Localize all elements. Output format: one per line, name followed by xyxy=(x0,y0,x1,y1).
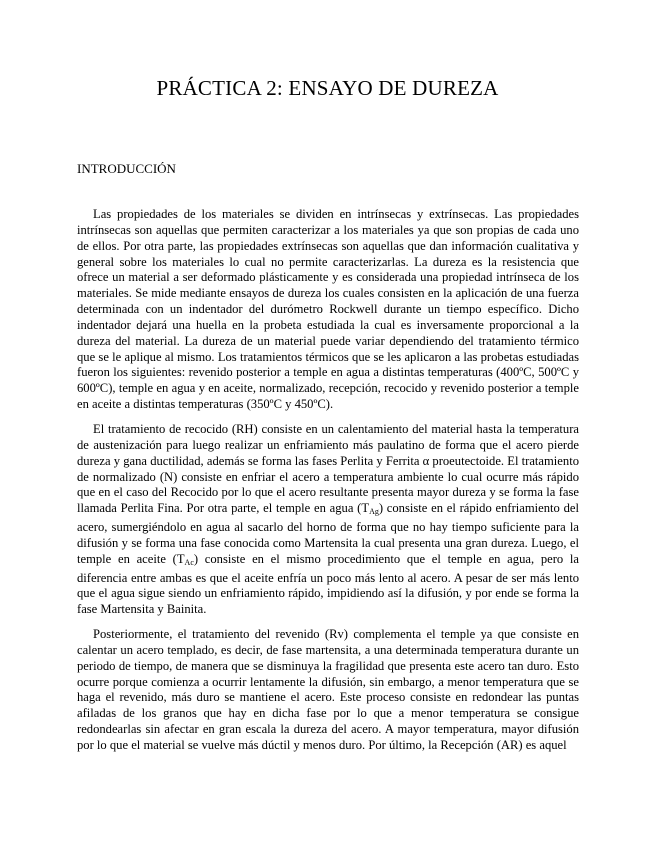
paragraph-2 xyxy=(77,422,579,618)
paragraph-2-part-2: ) consiste en el rápido enfriamiento del acero, sumergiéndolo en agua al sacarlo del horno de forma que no hay tiempo suficiente para la difusión y se forma una fase conocida como Martensita la cual presenta una gran dureza. Luego, el temple en aceite (T xyxy=(77,501,579,566)
subscript-ac: Ac xyxy=(184,557,194,567)
page-title: PRÁCTICA 2: ENSAYO DE DUREZA xyxy=(156,76,499,100)
subscript-ag: Ag xyxy=(369,507,379,517)
paragraph-1: Las propiedades de los materiales se dividen en intrínsecas y extrínsecas. Las propiedades intrínsecas son aquellas que permiten caracterizar a los materiales ya que son propias de cada uno de ellos. Por otra parte, las propiedades extrínsecas son aquellas que dan información cualitativa y general sobre los materiales lo cual no permite caracterizarlas. La dureza es la resistencia que ofrece un material a ser deformado plásticamente y es considerada una propiedad intrínseca de los materiales. Se mide mediante ensayos de dureza los cuales consisten en la aplicación de una fuerza determinada con un indentador del durómetro Rockwell durante un tiempo específico. Dicho indentador dejará una huella en la probeta estudiada la cual es inversamente proporcional a la dureza del material. La dureza de un material puede variar dependiendo del tratamiento térmico que se le aplique al mismo. Los tratamientos térmicos que se les aplicaron a las probetas estudiadas fueron los siguientes: revenido posterior a temple en agua a distintas temperaturas (400ºC, 500ºC y 600ºC), temple en agua y en aceite, normalizado, recepción, recocido y revenido posterior a temple en aceite a distintas temperaturas (350ºC y 450ºC). xyxy=(77,207,579,412)
paragraph-2-part-1: El tratamiento de recocido (RH) consiste en un calentamiento del material hasta la temperatura de austenización para luego realizar un enfriamiento más paulatino de forma que el acero pierde dureza y gana ductilidad, además se forma las fases Perlita y Ferrita α proeutectoide. El tratamiento de normalizado (N) consiste en enfriar el acero a temperatura ambiente lo cual ocurre más rápido que en el caso del Recocido por lo que el acero resultante presenta mayor dureza y se forma la fase llamada Perlita Fina. Por otra parte, el temple en agua (T xyxy=(77,421,579,516)
section-heading: INTRODUCCIÓN xyxy=(77,161,176,176)
document-body xyxy=(77,207,579,763)
paragraph-3: Posteriormente, el tratamiento del revenido (Rv) complementa el temple ya que consiste en calentar un acero templado, es decir, de fase martensita, a una determinada temperatura durante un periodo de tiempo, de manera que se disminuya la fragilidad que presenta este acero tan duro. Esto ocurre porque comienza a ocurrir lentamente la difusión, sin embargo, a menor temperatura que se haga el revenido, más duro se mantiene el acero. Este proceso consiste en redondear las puntas afiladas de los granos que hay en dicha fase por lo que a menor temperatura se consigue redondearlas sin afectar en gran escala la dureza del acero. A mayor temperatura, mayor difusión por lo que el material se vuelve más dúctil y menos duro. Por último, la Recepción (AR) es aquel xyxy=(77,627,579,752)
paragraph-2-part-3: ) consiste en el mismo procedimiento que el temple en agua, pero la diferencia entre ambas es que el aceite enfría un poco más lento al acero. A pesar de ser más lento que el agua sigue siendo un enfriamiento rápido, impidiendo así la difusión, y por ende se forma la fase Martensita y Bainita. xyxy=(77,551,579,617)
